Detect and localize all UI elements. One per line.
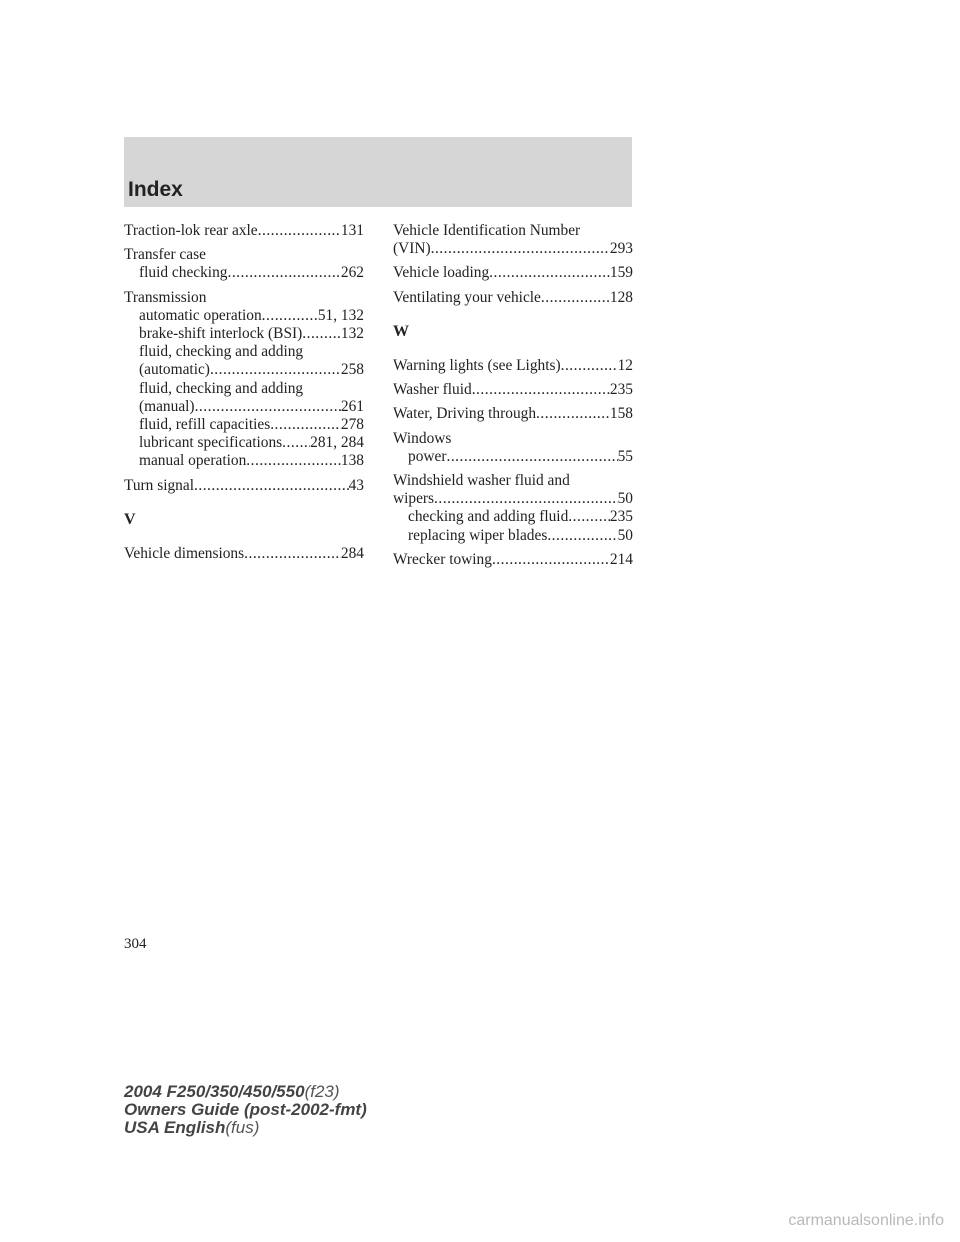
entry-page: 12 bbox=[617, 357, 633, 375]
dot-leader bbox=[210, 361, 341, 379]
entry-page: 128 bbox=[609, 288, 633, 306]
dot-leader bbox=[536, 405, 610, 423]
dot-leader bbox=[472, 381, 610, 399]
index-entry bbox=[124, 222, 364, 240]
entry-text: Wrecker towing bbox=[393, 550, 492, 568]
dot-leader bbox=[270, 416, 341, 434]
index-line bbox=[124, 477, 364, 495]
entry-page: 235 bbox=[609, 381, 633, 399]
section-letter: V bbox=[124, 510, 136, 528]
index-line bbox=[393, 551, 633, 569]
index-subentry: fluid, checking and adding bbox=[139, 343, 304, 361]
footer-language: USA English bbox=[124, 1118, 226, 1137]
dot-leader bbox=[227, 264, 340, 282]
index-line bbox=[393, 381, 633, 399]
dot-leader bbox=[489, 264, 610, 282]
dot-leader bbox=[246, 452, 341, 470]
entry-page: 158 bbox=[609, 405, 633, 423]
index-line: Windshield washer fluid and bbox=[393, 472, 570, 490]
index-entry bbox=[124, 545, 364, 563]
entry-text: Vehicle dimensions bbox=[124, 545, 245, 563]
index-entry bbox=[393, 405, 633, 423]
page-number: 304 bbox=[124, 936, 147, 952]
index-subentry bbox=[124, 264, 364, 282]
index-line bbox=[393, 490, 633, 508]
index-line bbox=[124, 222, 364, 240]
entry-text: brake-shift interlock (BSI) bbox=[139, 325, 303, 343]
index-entry bbox=[393, 430, 633, 466]
entry-page: 293 bbox=[609, 240, 633, 258]
dot-leader bbox=[195, 398, 341, 416]
index-entry bbox=[393, 289, 633, 307]
entry-text: fluid checking bbox=[139, 264, 228, 282]
footer-model-code: (f23) bbox=[304, 1082, 340, 1101]
entry-page: 159 bbox=[609, 264, 633, 282]
index-line: Windows bbox=[393, 429, 452, 447]
watermark: carmanualsonline.info bbox=[788, 1212, 944, 1229]
dot-leader bbox=[561, 357, 618, 375]
index-subentry: fluid, checking and adding bbox=[139, 379, 304, 397]
entry-page: 50 bbox=[617, 526, 633, 544]
entry-text: power bbox=[408, 447, 447, 465]
dot-leader bbox=[302, 325, 341, 343]
entry-page: 235 bbox=[609, 508, 633, 526]
index-subentry bbox=[124, 398, 364, 416]
entry-text: Washer fluid bbox=[393, 381, 472, 399]
index-subentry bbox=[393, 527, 633, 545]
document-footer bbox=[124, 1083, 367, 1137]
dot-leader bbox=[541, 289, 610, 307]
dot-leader bbox=[568, 508, 610, 526]
entry-page: 261 bbox=[340, 397, 364, 415]
index-line bbox=[393, 405, 633, 423]
index-entry bbox=[393, 222, 633, 258]
entry-page: 131 bbox=[340, 222, 364, 239]
index-subentry bbox=[124, 452, 364, 470]
entry-text: Ventilating your vehicle bbox=[393, 288, 541, 306]
index-subentry bbox=[124, 416, 364, 434]
entry-page: 132 bbox=[340, 325, 364, 343]
entries-top bbox=[393, 222, 633, 307]
entry-text: lubricant specifications bbox=[139, 434, 283, 452]
entry-page: 55 bbox=[617, 447, 633, 465]
index-line bbox=[124, 545, 364, 563]
index-subentry bbox=[393, 508, 633, 526]
index-column-left bbox=[124, 222, 364, 569]
entry-text: checking and adding fluid bbox=[408, 508, 569, 526]
index-line: Transmission bbox=[124, 288, 207, 306]
index-subentry bbox=[124, 434, 364, 452]
entry-text: replacing wiper blades bbox=[408, 526, 548, 544]
entry-page: 262 bbox=[340, 264, 364, 282]
footer-language-code: (fus) bbox=[225, 1118, 260, 1137]
entry-text: (manual) bbox=[139, 397, 195, 415]
index-subentry bbox=[124, 325, 364, 343]
entry-text: (VIN) bbox=[393, 240, 431, 258]
index-subentry bbox=[393, 448, 633, 466]
dot-leader bbox=[434, 490, 618, 508]
entries-bottom bbox=[124, 545, 364, 563]
index-subentry bbox=[124, 361, 364, 379]
section-letter: W bbox=[393, 322, 409, 340]
entry-page: 138 bbox=[340, 452, 364, 470]
footer-model: 2004 F250/350/450/550 bbox=[124, 1082, 305, 1101]
entry-text: Traction-lok rear axle bbox=[124, 222, 258, 239]
header-band bbox=[124, 137, 632, 207]
entry-page: 51, 132 bbox=[317, 306, 364, 324]
footer-line-3 bbox=[124, 1119, 367, 1137]
entry-page: 43 bbox=[348, 476, 364, 494]
index-line: Transfer case bbox=[124, 246, 206, 264]
entry-text: wipers bbox=[393, 490, 435, 508]
entry-text: fluid, refill capacities bbox=[139, 416, 271, 434]
footer-guide: Owners Guide (post-2002-fmt) bbox=[124, 1100, 367, 1119]
entry-text: manual operation bbox=[139, 452, 247, 470]
footer-line-1 bbox=[124, 1083, 367, 1101]
dot-leader bbox=[431, 240, 610, 258]
entry-text: Water, Driving through bbox=[393, 405, 537, 423]
index-line bbox=[393, 264, 633, 282]
index-line bbox=[393, 357, 633, 375]
dot-leader bbox=[194, 477, 349, 495]
index-column-right bbox=[393, 222, 633, 575]
index-entry bbox=[393, 357, 633, 375]
entry-page: 214 bbox=[609, 550, 633, 568]
entry-text: Turn signal bbox=[124, 476, 194, 494]
entry-page: 281, 284 bbox=[310, 434, 364, 452]
index-entry bbox=[124, 246, 364, 282]
dot-leader bbox=[282, 434, 310, 452]
entry-text: (automatic) bbox=[139, 361, 210, 379]
index-entry bbox=[393, 381, 633, 399]
entries-top bbox=[124, 222, 364, 495]
dot-leader bbox=[262, 307, 318, 325]
entries-bottom bbox=[393, 357, 633, 569]
entry-page: 258 bbox=[340, 361, 364, 379]
entry-text: Vehicle loading bbox=[393, 264, 490, 282]
page-title: Index bbox=[128, 178, 183, 201]
index-line bbox=[393, 289, 633, 307]
dot-leader bbox=[547, 527, 617, 545]
dot-leader bbox=[244, 545, 341, 563]
index-line: Vehicle Identification Number bbox=[393, 222, 581, 239]
index-subentry bbox=[124, 307, 364, 325]
dot-leader bbox=[446, 448, 617, 466]
index-entry bbox=[124, 477, 364, 495]
dot-leader bbox=[492, 551, 610, 569]
entry-page: 284 bbox=[340, 545, 364, 563]
dot-leader bbox=[258, 222, 341, 240]
index-line bbox=[393, 240, 633, 258]
footer-line-2 bbox=[124, 1101, 367, 1119]
entry-text: automatic operation bbox=[139, 306, 262, 324]
entry-page: 50 bbox=[617, 490, 633, 508]
index-entry bbox=[393, 472, 633, 545]
index-entry bbox=[393, 264, 633, 282]
entry-text: Warning lights (see Lights) bbox=[393, 357, 561, 375]
index-entry bbox=[124, 289, 364, 471]
index-entry bbox=[393, 551, 633, 569]
entry-page: 278 bbox=[340, 416, 364, 434]
